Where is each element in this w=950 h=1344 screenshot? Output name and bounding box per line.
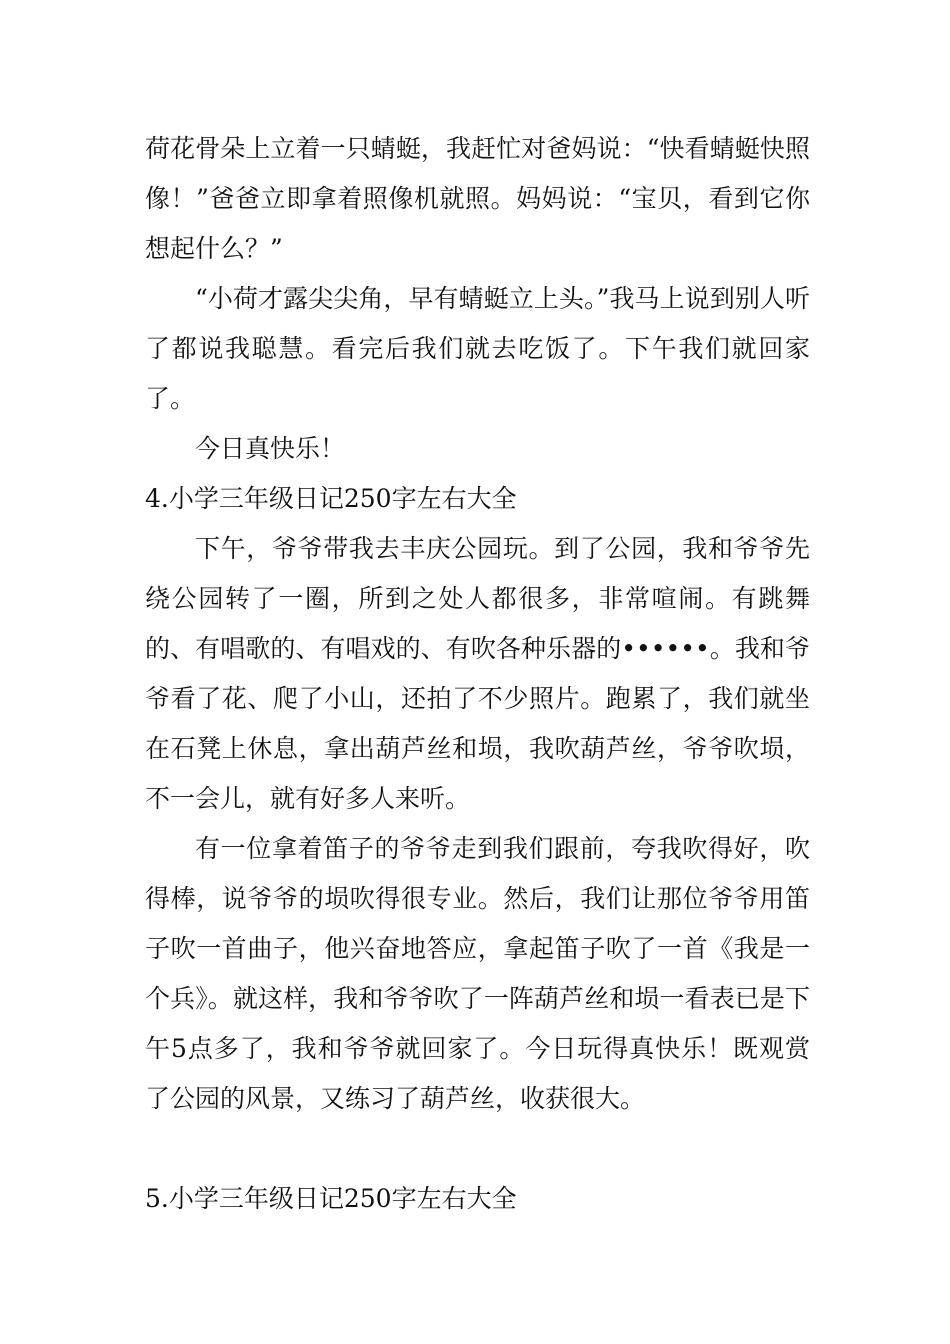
document-page (145, 124, 810, 1224)
section-4-paragraph-park: 下午，爷爷带我去丰庆公园玩。到了公园，我和爷爷先绕公园转了一圈，所到之处人都很多，非常喧闹。有跳舞的、有唱歌的、有唱戏的、有吹各种乐器的••••••。我和爷爷看了花、爬了小山，还拍了不少照片。跑累了，我们就坐在石凳上休息，拿出葫芦丝和埙，我吹葫芦丝，爷爷吹埙，不一会儿，就有好多人来听。 (145, 534, 810, 813)
section-4-paragraph-flute: 有一位拿着笛子的爷爷走到我们跟前，夸我吹得好，吹得棒，说爷爷的埙吹得很专业。然后，我们让那位爷爷用笛子吹一首曲子，他兴奋地答应，拿起笛子吹了一首《我是一个兵》。就这样，我和爷爷吹了一阵葫芦丝和埙一看表已是下午5点多了，我和爷爷就回家了。今日玩得真快乐！既观赏了公园的风景，又练习了葫芦丝，收获很大。 (145, 834, 810, 1113)
paragraph-poem: “小荷才露尖尖角，早有蜻蜓立上头。”我马上说到别人听了都说我聪慧。看完后我们就去吃饭了。下午我们就回家了。 (145, 284, 810, 413)
section-gap (145, 1124, 810, 1174)
section-5-heading: 5.小学三年级日记250字左右大全 (145, 1184, 517, 1213)
paragraph-dragonfly: 荷花骨朵上立着一只蜻蜓，我赶忙对爸妈说：“快看蜻蜓快照像！”爸爸立即拿着照像机就照。妈妈说：“宝贝，看到它你想起什么？” (145, 134, 810, 263)
section-4-heading: 4.小学三年级日记250字左右大全 (145, 484, 517, 513)
paragraph-happy-day: 今日真快乐！ (195, 434, 346, 463)
